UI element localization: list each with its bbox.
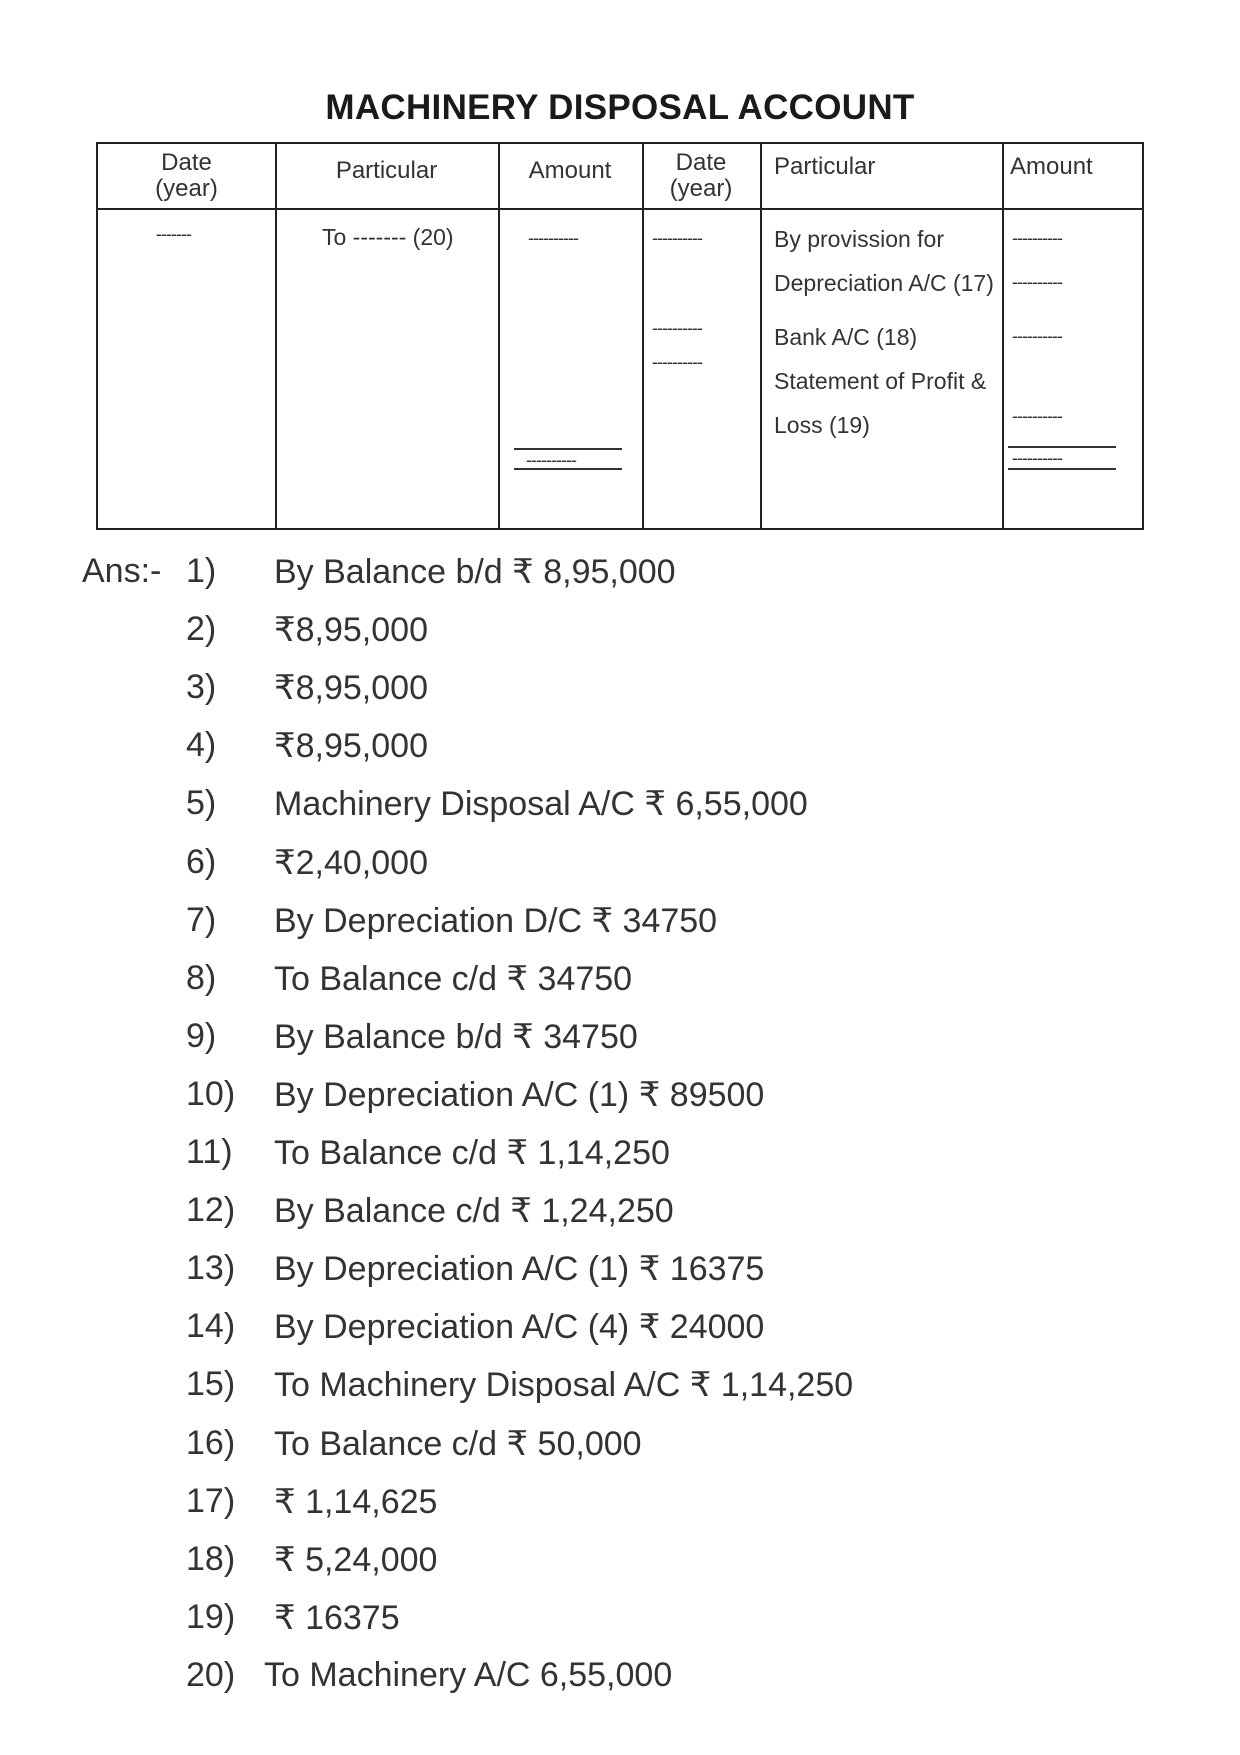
credit-particular-line: By provission for [774, 226, 945, 252]
answer-text: ₹2,40,000 [274, 843, 428, 882]
answer-number: 13) [186, 1249, 236, 1288]
answer-text: ₹8,95,000 [274, 611, 428, 650]
answers-prefix: Ans:- [82, 552, 162, 590]
column-divider [1002, 144, 1004, 528]
answer-text: By Balance b/d ₹ 8,95,000 [274, 553, 676, 591]
credit-particular-line: Bank A/C (18) [774, 324, 918, 350]
answer-text: Machinery Disposal A/C ₹ 6,55,000 [274, 785, 808, 824]
header-year-label: (year) [155, 175, 218, 202]
header-particular-right: Particular [774, 153, 876, 180]
credit-particular-line: Loss (19) [774, 412, 870, 438]
credit-amount: ---------- [1012, 272, 1062, 292]
answer-number: 6) [186, 842, 217, 881]
debit-total: ---------- [526, 450, 576, 470]
debit-particular: To ------- (20) [322, 224, 454, 250]
answer-number: 8) [186, 958, 217, 997]
header-divider [98, 208, 1142, 210]
debit-date: ------- [156, 224, 191, 244]
answer-number: 4) [186, 726, 217, 765]
answer-number: 2) [186, 610, 217, 649]
answer-number: 18) [186, 1539, 236, 1578]
answer-number: 12) [186, 1191, 236, 1230]
column-divider [275, 144, 277, 528]
answer-number: 14) [186, 1307, 236, 1346]
answer-text: To Balance c/d ₹ 1,14,250 [274, 1134, 670, 1172]
answer-number: 9) [186, 1016, 217, 1055]
answer-number: 7) [186, 900, 217, 939]
header-date-label: Date [675, 149, 727, 176]
credit-amount: ---------- [1012, 406, 1062, 426]
credit-total: ---------- [1012, 448, 1062, 468]
total-rule-bottom [1008, 468, 1116, 470]
answer-number: 17) [186, 1481, 236, 1520]
answer-text: By Depreciation A/C (1) ₹ 16375 [274, 1250, 765, 1289]
credit-amount: ---------- [1012, 228, 1062, 248]
credit-date: ---------- [652, 352, 702, 372]
answer-number: 11) [186, 1133, 233, 1171]
answer-number: 19) [186, 1597, 236, 1636]
column-divider [760, 144, 762, 528]
answer-text: To Balance c/d ₹ 50,000 [274, 1424, 642, 1463]
answer-number: 15) [186, 1365, 236, 1404]
answer-text: By Balance b/d ₹ 34750 [274, 1017, 638, 1056]
credit-date: ---------- [652, 318, 702, 338]
answer-text: By Depreciation A/C (4) ₹ 24000 [274, 1308, 765, 1347]
answer-text: ₹8,95,000 [274, 727, 428, 766]
credit-particular-line: Statement of Profit & [774, 368, 987, 394]
answer-number: 10) [186, 1074, 236, 1113]
answer-text: By Balance c/d ₹ 1,24,250 [274, 1192, 674, 1231]
header-amount-right: Amount [1010, 153, 1093, 180]
answer-text: ₹8,95,000 [274, 669, 428, 708]
answer-number: 1) [186, 552, 217, 590]
ledger-table [96, 142, 1144, 530]
column-divider [498, 144, 500, 528]
answer-number: 16) [186, 1423, 236, 1462]
credit-amount: ---------- [1012, 326, 1062, 346]
header-year-label: (year) [669, 175, 733, 202]
answer-text: ₹ 5,24,000 [274, 1540, 438, 1579]
total-rule-bottom [514, 468, 622, 470]
header-particular-left: Particular [335, 157, 438, 184]
answer-text: By Depreciation A/C (1) ₹ 89500 [274, 1075, 765, 1114]
page-title: MACHINERY DISPOSAL ACCOUNT [325, 88, 915, 127]
header-date-label: Date [161, 149, 212, 176]
answer-text: To Balance c/d ₹ 34750 [274, 959, 633, 998]
answer-text: To Machinery Disposal A/C ₹ 1,14,250 [274, 1366, 854, 1405]
debit-amount: ---------- [528, 228, 578, 248]
credit-date: ---------- [652, 228, 702, 248]
credit-particular-line: Depreciation A/C (17) [774, 270, 994, 296]
answer-number: 5) [186, 784, 217, 823]
answer-text: To Machinery A/C 6,55,000 [264, 1655, 673, 1694]
answer-number: 20) [186, 1655, 236, 1694]
answer-text: ₹ 16375 [274, 1598, 400, 1637]
answer-text: ₹ 1,14,625 [274, 1482, 438, 1521]
answer-number: 3) [186, 668, 217, 707]
answer-text: By Depreciation D/C ₹ 34750 [274, 901, 718, 940]
header-amount-left: Amount [528, 157, 612, 184]
header-date-left [98, 150, 275, 202]
header-date-right [642, 150, 760, 202]
